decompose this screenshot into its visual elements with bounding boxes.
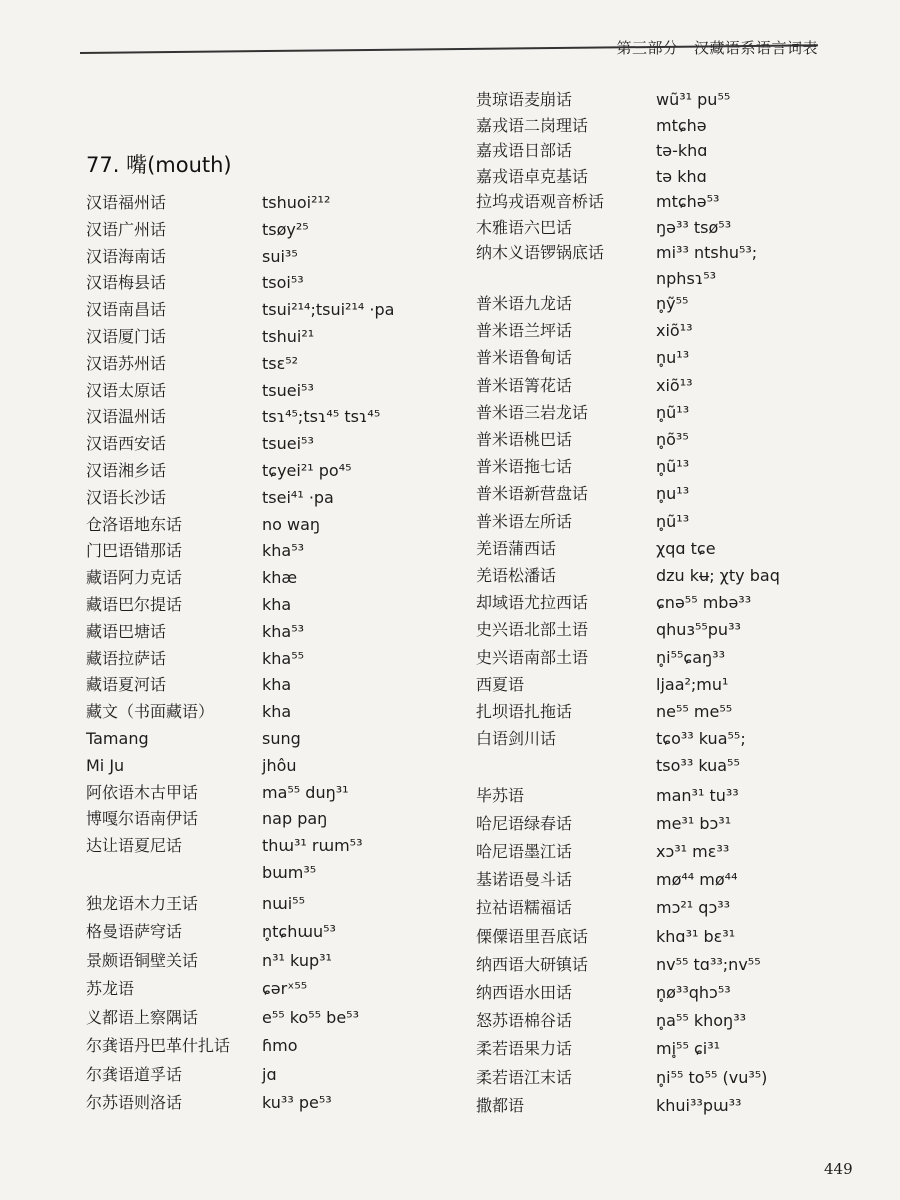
page-number: 449 (824, 1160, 853, 1178)
word-form: dzu kʉ; χty baq (656, 566, 780, 585)
word-form: jɑ (262, 1065, 277, 1084)
language-name: 羌语松潘话 (476, 566, 557, 585)
word-form: jhôu (262, 756, 297, 775)
word-form: n̥i⁵⁵ɕaŋ³³ (656, 648, 725, 667)
section-title: 77. 嘴(mouth) (86, 153, 232, 177)
language-name: 汉语南昌话 (86, 300, 167, 319)
word-form: n̥ũ¹³ (656, 403, 690, 422)
language-name: 藏语阿力克话 (86, 568, 183, 587)
word-form: tshuoi²¹² (262, 193, 331, 212)
language-name: Tamang (86, 729, 149, 748)
language-name: 普米语鲁甸话 (476, 348, 573, 367)
language-name: 嘉戎语日部话 (476, 141, 573, 160)
language-name: 藏语夏河话 (86, 675, 167, 694)
page-header (0, 0, 900, 70)
word-form: kha⁵³ (262, 622, 305, 641)
language-name: 拉坞戎语观音桥话 (476, 192, 605, 211)
word-form: n̥ỹ⁵⁵ (656, 294, 689, 313)
language-name: 藏文（书面藏语） (86, 702, 215, 721)
word-form: qhuɜ⁵⁵pu³³ (656, 620, 741, 639)
word-form: tsuei⁵³ (262, 381, 314, 400)
language-name: 藏语巴塘话 (86, 622, 167, 641)
word-form: χqɑ tɕe (656, 539, 716, 558)
word-form: n̥ũ¹³ (656, 457, 690, 476)
word-form: tshui²¹ (262, 327, 315, 346)
language-name: 阿依语木古甲话 (86, 783, 199, 802)
word-form: me³¹ bɔ³¹ (656, 814, 732, 833)
language-name: 汉语温州话 (86, 407, 167, 426)
word-form: ŋə³³ tsø⁵³ (656, 218, 732, 237)
word-form: tso³³ kua⁵⁵ (656, 756, 740, 775)
word-form: sui³⁵ (262, 247, 298, 266)
language-name: 普米语九龙话 (476, 294, 573, 313)
language-name: 纳木义语锣锅底话 (476, 243, 605, 262)
word-form: n̥a⁵⁵ khoŋ³³ (656, 1011, 747, 1030)
language-name: 尔苏语则洛话 (86, 1093, 183, 1112)
language-name: 汉语福州话 (86, 193, 167, 212)
language-name: 哈尼语墨江话 (476, 842, 573, 861)
word-form: n̥tɕhɯu⁵³ (262, 922, 336, 941)
language-name: 木雅语六巴话 (476, 218, 573, 237)
word-form: kha (262, 675, 292, 694)
word-form: mɔ²¹ qɔ³³ (656, 898, 731, 917)
language-name: 独龙语木力王话 (86, 894, 199, 913)
word-form: khui³³pɯ³³ (656, 1096, 742, 1115)
language-name: 藏语巴尔提话 (86, 595, 183, 614)
word-form: mtɕhə⁵³ (656, 192, 720, 211)
language-name: 仓洛语地东话 (86, 515, 183, 534)
language-name: 柔若语江末话 (476, 1068, 573, 1087)
language-name: 普米语兰坪话 (476, 321, 573, 340)
word-form: tsuei⁵³ (262, 434, 314, 453)
word-form: nɯi⁵⁵ (262, 894, 305, 913)
language-name: 却域语尤拉西话 (476, 593, 589, 612)
language-name: 嘉戎语卓克基话 (476, 167, 589, 186)
word-form: tə khɑ (656, 167, 707, 186)
language-name: 羌语蒲西话 (476, 539, 557, 558)
word-form: n̥i⁵⁵ to⁵⁵ (vu³⁵) (656, 1068, 768, 1087)
word-form: sung (262, 729, 301, 748)
word-form: mi³³ ntshu⁵³; (656, 243, 758, 262)
word-form: tə-khɑ (656, 141, 708, 160)
word-form: khæ (262, 568, 298, 587)
word-form: kha (262, 595, 292, 614)
language-name: 白语剑川话 (476, 729, 557, 748)
word-form: kha (262, 702, 292, 721)
language-name: 傈僳语里吾底话 (476, 927, 589, 946)
language-name: 汉语海南话 (86, 247, 167, 266)
word-form: tɕo³³ kua⁵⁵; (656, 729, 746, 748)
word-form: man³¹ tu³³ (656, 786, 739, 805)
word-form: tsɿ⁴⁵;tsɿ⁴⁵ tsɿ⁴⁵ (262, 407, 381, 426)
word-form: mø⁴⁴ mø⁴⁴ (656, 870, 738, 889)
language-name: 贵琼语麦崩话 (476, 90, 573, 109)
word-form: n̥õ³⁵ (656, 430, 689, 449)
language-name: 纳西语大研镇话 (476, 955, 589, 974)
word-form: kha⁵³ (262, 541, 305, 560)
word-form: tsei⁴¹ ·pa (262, 488, 334, 507)
language-name: 格曼语萨穹话 (86, 922, 183, 941)
language-name: 怒苏语棉谷话 (476, 1011, 573, 1030)
language-name: 汉语广州话 (86, 220, 167, 239)
language-name: Mi Ju (86, 756, 125, 775)
word-form: ɦmo (262, 1036, 298, 1055)
language-name: 纳西语水田话 (476, 983, 573, 1002)
language-name: 汉语厦门话 (86, 327, 167, 346)
language-name: 西夏语 (476, 675, 525, 694)
word-form: no waŋ (262, 515, 321, 534)
word-form: khɑ³¹ bɛ³¹ (656, 927, 736, 946)
language-name: 博嘎尔语南伊话 (86, 809, 199, 828)
language-name: 汉语长沙话 (86, 488, 167, 507)
language-name: 史兴语南部土语 (476, 648, 589, 667)
language-name: 扎坝语扎拖话 (476, 702, 573, 721)
language-name: 毕苏语 (476, 786, 525, 805)
language-name: 汉语苏州话 (86, 354, 167, 373)
word-form: xiõ¹³ (656, 376, 693, 395)
word-form: tsui²¹⁴;tsui²¹⁴ ·pa (262, 300, 395, 319)
word-form: thɯ³¹ rɯm⁵³ (262, 836, 363, 855)
word-form: tsɛ⁵² (262, 354, 299, 373)
language-name: 哈尼语绿春话 (476, 814, 573, 833)
language-name: 拉祜语糯福话 (476, 898, 573, 917)
word-form: xɔ³¹ mɛ³³ (656, 842, 730, 861)
language-name: 尔龚语丹巴革什扎话 (86, 1036, 231, 1055)
word-form: n³¹ kup³¹ (262, 951, 332, 970)
language-name: 汉语梅县话 (86, 273, 167, 292)
word-form: tsøy²⁵ (262, 220, 309, 239)
language-name: 普米语桃巴话 (476, 430, 573, 449)
word-form: kha⁵⁵ (262, 649, 305, 668)
language-name: 达让语夏尼话 (86, 836, 183, 855)
language-name: 普米语拖七话 (476, 457, 573, 476)
language-name: 景颇语铜壁关话 (86, 951, 199, 970)
running-header: 第三部分 汉藏语系语言词表 (616, 39, 818, 57)
language-name: 义都语上察隅话 (86, 1008, 199, 1027)
word-form: ma⁵⁵ duŋ³¹ (262, 783, 349, 802)
word-form: wũ³¹ pu⁵⁵ (656, 90, 731, 109)
word-form: mtɕhə (656, 116, 707, 135)
word-form: tsoi⁵³ (262, 273, 304, 292)
word-form: nv⁵⁵ tɑ³³;nv⁵⁵ (656, 955, 761, 974)
language-name: 柔若语果力话 (476, 1039, 573, 1058)
word-form: n̥ũ¹³ (656, 512, 690, 531)
language-name: 汉语太原话 (86, 381, 167, 400)
word-form: mi̥⁵⁵ ɕi³¹ (656, 1039, 721, 1058)
language-name: 藏语拉萨话 (86, 649, 167, 668)
language-name: 普米语箐花话 (476, 376, 573, 395)
word-form: e⁵⁵ ko⁵⁵ be⁵³ (262, 1008, 359, 1027)
word-form: tɕyei²¹ po⁴⁵ (262, 461, 352, 480)
word-form: ne⁵⁵ me⁵⁵ (656, 702, 733, 721)
word-form: n̥u¹³ (656, 484, 690, 503)
word-form: nphsɿ⁵³ (656, 269, 717, 288)
word-form: ku³³ pe⁵³ (262, 1093, 332, 1112)
language-name: 普米语三岩龙话 (476, 403, 589, 422)
language-name: 汉语西安话 (86, 434, 167, 453)
language-name: 普米语左所话 (476, 512, 573, 531)
language-name: 尔龚语道孚话 (86, 1065, 183, 1084)
language-name: 汉语湘乡话 (86, 461, 167, 480)
language-name: 撒都语 (476, 1096, 525, 1115)
language-name: 嘉戎语二岗理话 (476, 116, 589, 135)
language-name: 基诺语曼斗话 (476, 870, 573, 889)
word-form: ɕərˣ⁵⁵ (262, 979, 308, 998)
word-form: ljaa²;mu¹ (656, 675, 729, 694)
word-form: n̥ø³³qhɔ⁵³ (656, 983, 731, 1002)
language-name: 史兴语北部土语 (476, 620, 589, 639)
word-form: n̥u¹³ (656, 348, 690, 367)
language-name: 门巴语错那话 (86, 541, 183, 560)
word-form: nap paŋ (262, 809, 328, 828)
word-form: ɕnə⁵⁵ mbə³³ (656, 593, 752, 612)
word-form: xiõ¹³ (656, 321, 693, 340)
language-name: 苏龙语 (86, 979, 135, 998)
language-name: 普米语新营盘话 (476, 484, 589, 503)
word-form: bɯm³⁵ (262, 863, 317, 882)
